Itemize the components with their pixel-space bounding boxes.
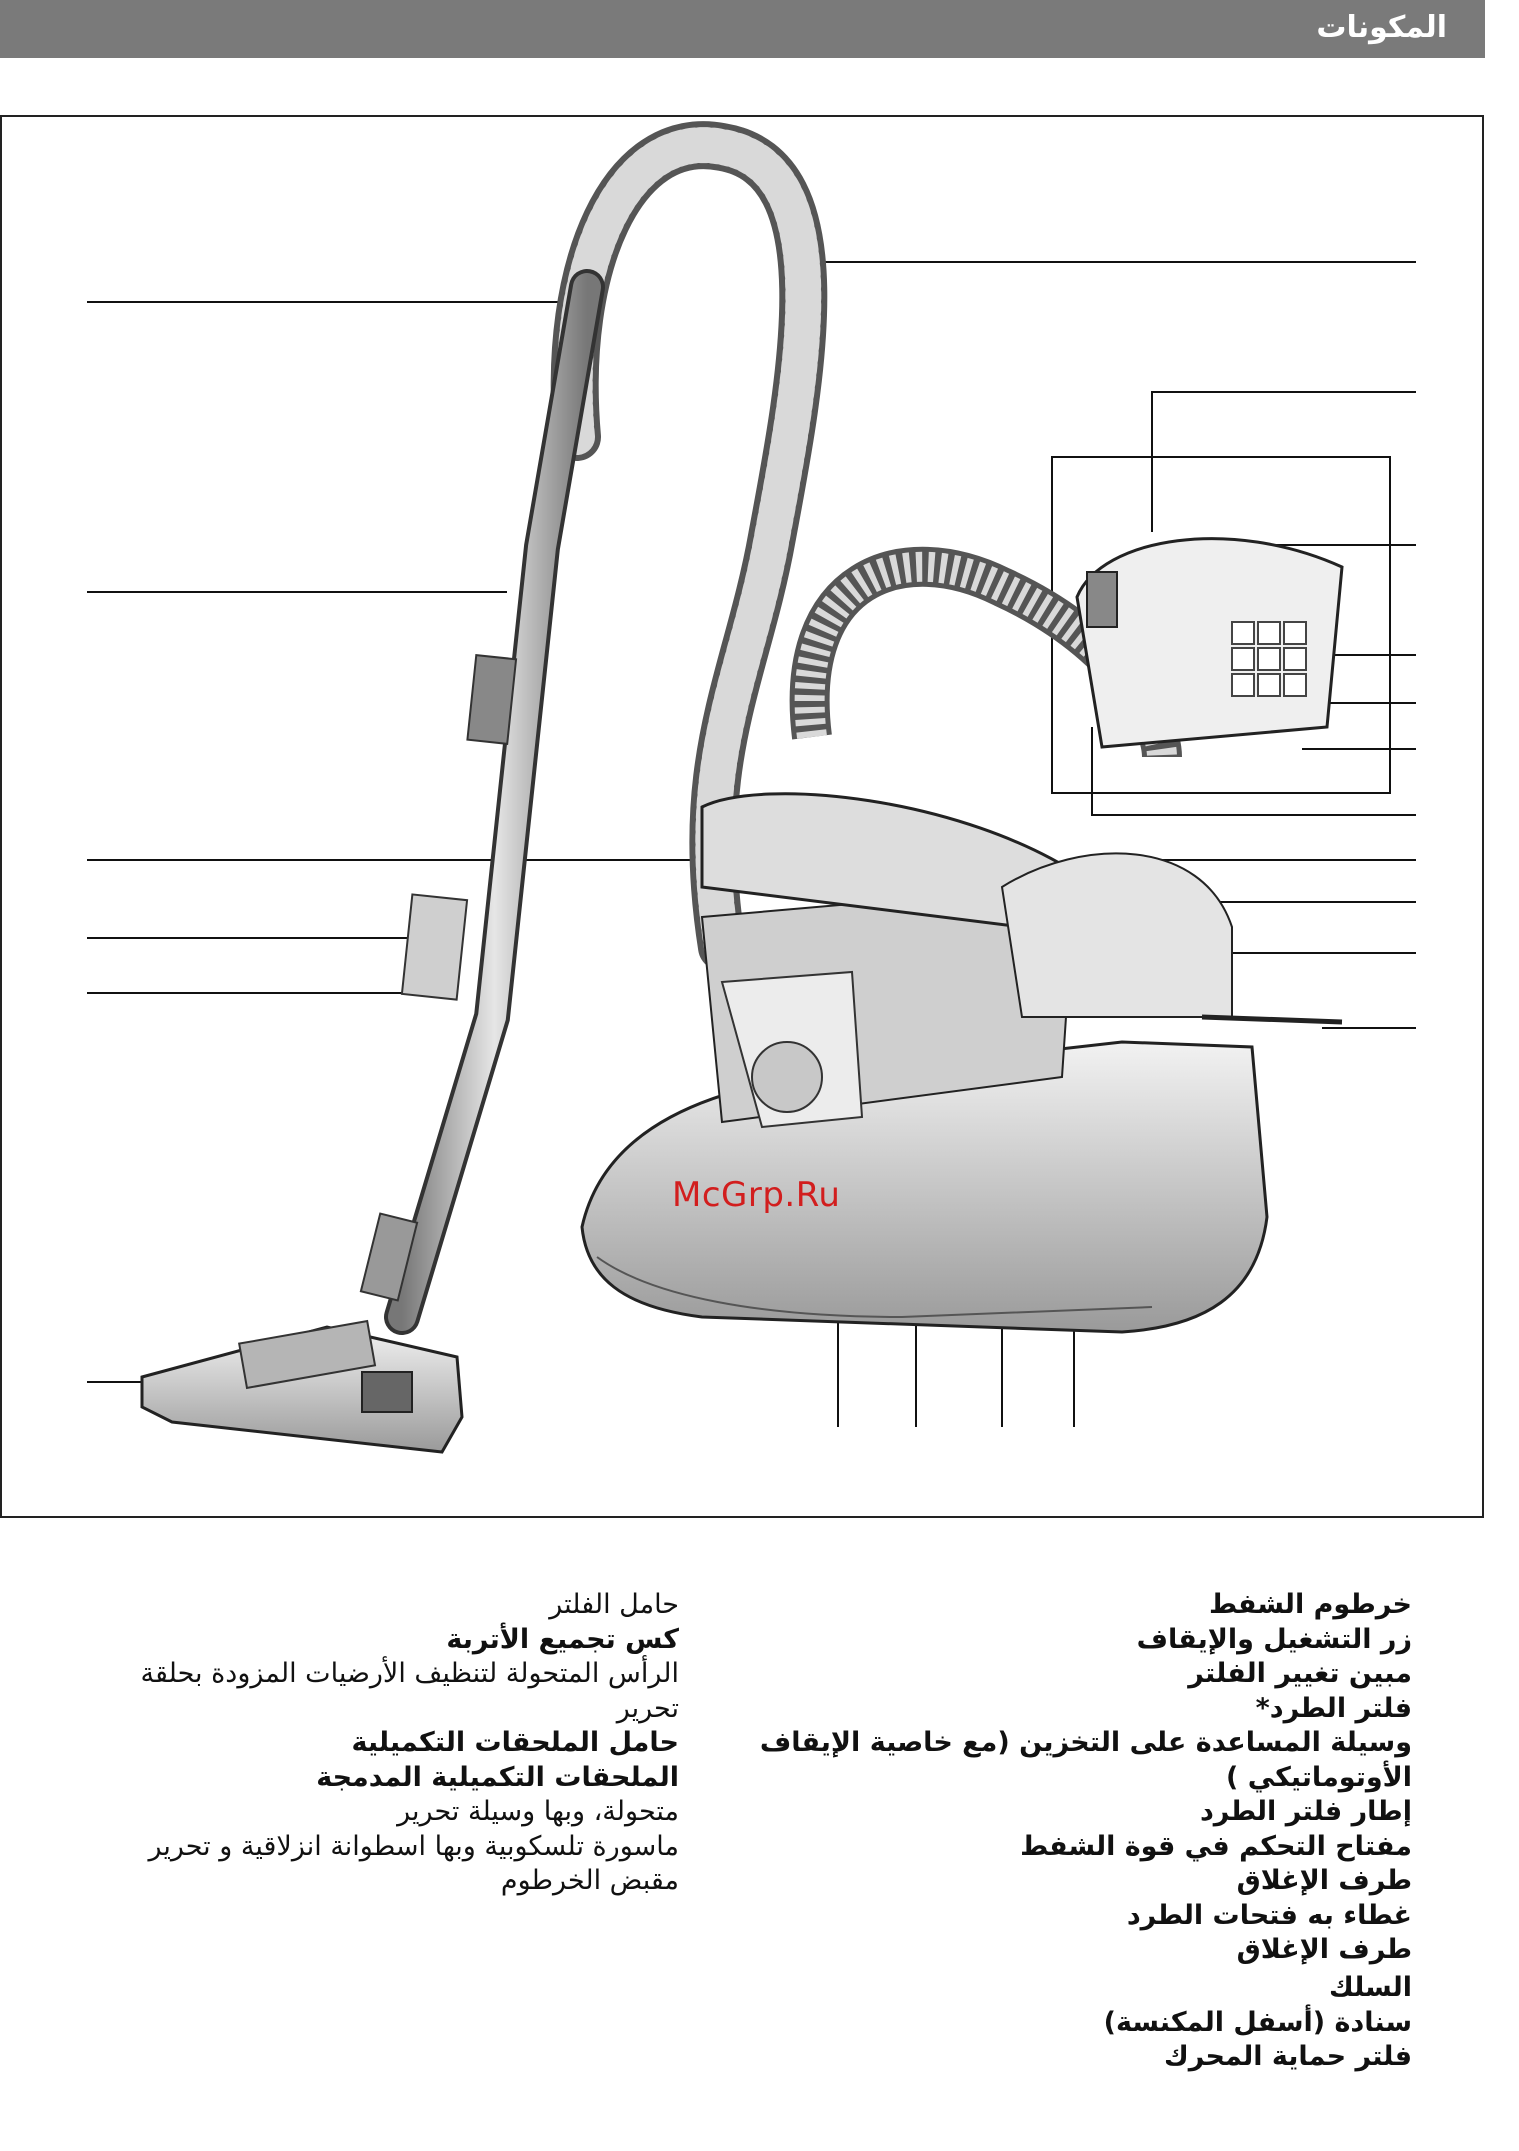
legend-item: فلتر الطرد* (1255, 1692, 1412, 1724)
legend-item: فلتر حماية المحرك (1163, 2041, 1412, 2073)
legend-item: الملحقات التكميلية المدمجة (316, 1761, 679, 1793)
legend-item: مبين تغيير الفلتر (1188, 1658, 1412, 1690)
legend-item: ماسورة تلسكوبية وبها اسطوانة انزلاقية و تحرير (148, 1830, 679, 1862)
legend-right (632, 1588, 1412, 2075)
vacuum-cleaner-illustration (2, 117, 1486, 1520)
legend-item: وسيلة المساعدة على التخزين (مع خاصية الإيقاف الأوتوماتيكي ) (759, 1727, 1412, 1793)
legend-item: السلك (1328, 1972, 1412, 2004)
legend-item: حامل الفلتر (549, 1589, 679, 1620)
legend-left (119, 1588, 679, 1899)
legend-item: طرف الإغلاق (1236, 1865, 1412, 1897)
legend-item: غطاء به فتحات الطرد (1126, 1899, 1412, 1931)
legend-item: كس تجميع الأتربة (446, 1623, 679, 1655)
inset-filter-detail (1077, 539, 1342, 747)
legend-item: مقبض الخرطوم (500, 1865, 679, 1897)
legend-item: الرأس المتحولة لتنظيف الأرضيات المزودة بحلقة تحرير (140, 1658, 679, 1724)
legend-item: طرف الإغلاق (1236, 1934, 1412, 1966)
legend-item: مفتاح التحكم في قوة الشفط (1020, 1830, 1412, 1862)
page-title: المكونات (1316, 10, 1447, 45)
legend-item: إطار فلتر الطرد (1199, 1796, 1412, 1828)
watermark: McGrp.Ru (672, 1175, 841, 1215)
legend-item: متحولة، وبها وسيلة تحرير (397, 1796, 679, 1828)
vacuum-diagram-frame (0, 115, 1484, 1518)
header-bar (0, 0, 1485, 58)
legend-item: زر التشغيل والإيقاف (1136, 1623, 1412, 1655)
floor-nozzle (142, 1321, 462, 1452)
telescopic-tube (361, 287, 587, 1317)
legend-item: خرطوم الشفط (1208, 1589, 1412, 1620)
legend-item: حامل الملحقات التكميلية (351, 1727, 679, 1759)
legend-item: سنادة (أسفل المكنسة) (1103, 2006, 1412, 2038)
